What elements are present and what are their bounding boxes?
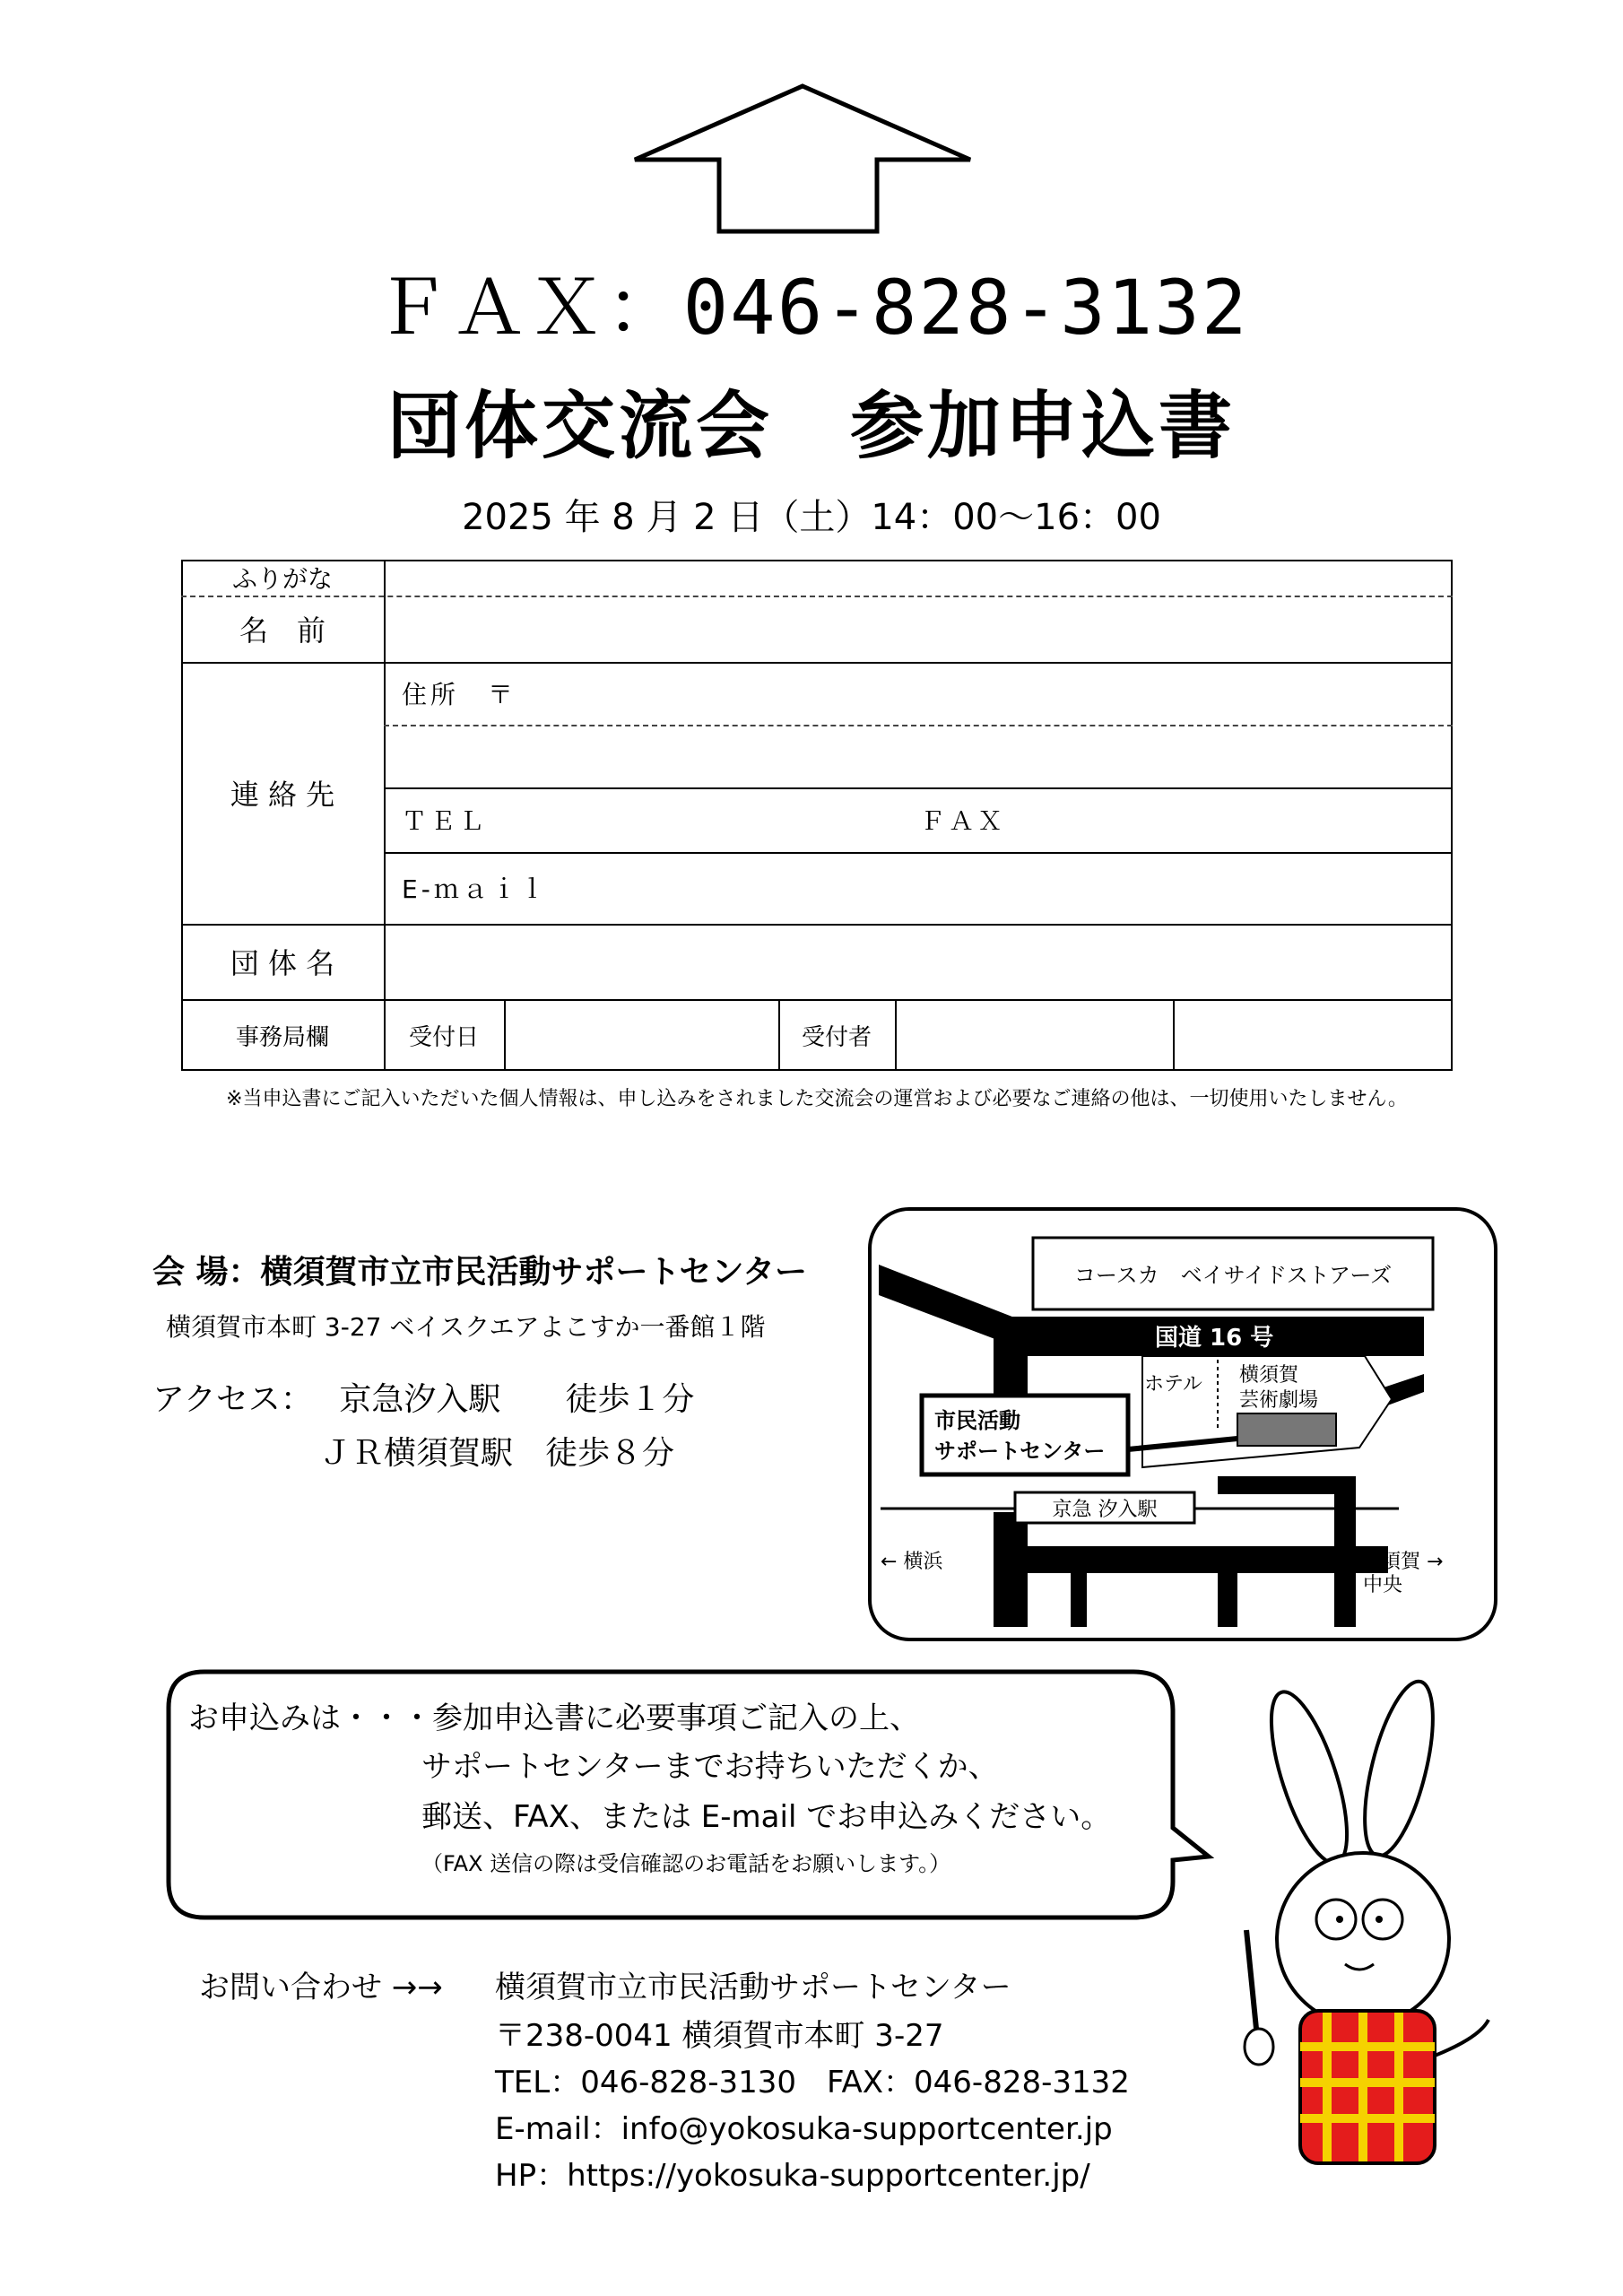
map-right-destination-2: 中央 <box>1363 1574 1403 1596</box>
name-field[interactable] <box>386 596 1451 662</box>
map-drawing <box>868 1207 1497 1641</box>
address-field-line2[interactable] <box>386 725 1451 787</box>
inquiry-address: 〒238-0041 横須賀市本町 3-27 <box>495 2018 944 2054</box>
event-datetime: 2025 年 8 月 2 日（土）14：00～16：00 <box>462 497 1161 538</box>
bubble-line-1: お申込みは・・・参加申込書に必要事項ご記入の上、 <box>188 1700 920 1736</box>
inquiry-phones: TEL：046-828-3130 FAX：046-828-3132 <box>495 2065 1130 2100</box>
address-field[interactable]: 住所 〒 <box>402 680 517 709</box>
group-name-field[interactable] <box>386 924 1451 999</box>
rabbit-mascot-icon <box>1219 1679 1506 2181</box>
map-road-right-mid <box>1218 1476 1356 1494</box>
map-road-label: 国道 16 号 <box>1155 1325 1274 1352</box>
privacy-note: ※当申込書にご記入いただいた個人情報は、申し込みをされました交流会の運営および必要なご連絡の他は、一切使用いたしません。 <box>226 1088 1408 1110</box>
access-label: アクセス： <box>152 1381 313 1418</box>
received-date-label: 受付日 <box>408 1023 479 1051</box>
up-arrow-icon <box>628 83 977 237</box>
inquiry-label: お問い合わせ →→ <box>199 1970 443 2005</box>
receiver-field[interactable] <box>897 999 1173 1071</box>
contact-label: 連 絡 先 <box>230 778 335 812</box>
furigana-label: ふりがな <box>231 564 333 594</box>
tel-field[interactable]: ＴＥＬ <box>402 806 489 836</box>
name-label: 名 前 <box>239 613 325 648</box>
receiver-label: 受付者 <box>801 1023 872 1051</box>
map-road-lower-right <box>1218 1559 1237 1627</box>
map-store-label: コースカ ベイサイドストアーズ <box>1073 1263 1393 1288</box>
venue-label: 会 場：横須賀市立市民活動サポートセンター <box>152 1254 808 1291</box>
map-road-lower-far <box>1334 1476 1356 1627</box>
map-center-label-1: 市民活動 <box>934 1408 1020 1433</box>
map-center-label-2: サポートセンター <box>934 1439 1106 1464</box>
application-form <box>181 560 1453 1071</box>
fax-heading: ＦＡＸ：046-828-3132 <box>374 264 1249 352</box>
bubble-line-2: サポートセンターまでお持ちいただくか、 <box>421 1749 999 1785</box>
office-extra-field[interactable] <box>1175 999 1451 1071</box>
fax-field[interactable]: ＦＡＸ <box>920 806 1007 836</box>
received-date-field[interactable] <box>506 999 778 1071</box>
map-theater-hatch <box>1237 1413 1336 1446</box>
map-right-destination-1: 横須賀 → <box>1361 1551 1444 1573</box>
map-theater-label-2: 芸術劇場 <box>1239 1389 1319 1412</box>
map-theater-label-1: 横須賀 <box>1239 1364 1299 1387</box>
access-keikyu: 京急汐入駅 徒歩１分 <box>339 1381 695 1418</box>
access-info <box>152 1374 694 1420</box>
inquiry-hp[interactable]: HP：https://yokosuka-supportcenter.jp/ <box>495 2158 1090 2194</box>
map-hotel-label: ホテル <box>1144 1373 1202 1396</box>
inquiry-email[interactable]: E-mail：info@yokosuka-supportcenter.jp <box>495 2111 1113 2147</box>
bubble-line-3: 郵送、FAX、または E-mail でお申込みください。 <box>421 1799 1112 1835</box>
map-road-lower-mid <box>1071 1559 1087 1627</box>
map-left-destination: ← 横浜 <box>881 1551 943 1573</box>
bubble-note: （FAX 送信の際は受信確認のお電話をお願いします。） <box>421 1851 951 1876</box>
map-road-bottom <box>994 1546 1388 1573</box>
form-title: 団体交流会 参加申込書 <box>386 384 1236 469</box>
access-jr: ＪＲ横須賀駅 徒歩８分 <box>319 1435 675 1472</box>
map-station-label: 京急 汐入駅 <box>1052 1499 1158 1521</box>
office-use-label: 事務局欄 <box>235 1023 329 1051</box>
group-name-label: 団 体 名 <box>230 946 335 980</box>
furigana-field[interactable] <box>386 560 1451 596</box>
email-field[interactable]: E-ｍａｉｌ <box>402 874 549 904</box>
inquiry-org: 横須賀市立市民活動サポートセンター <box>495 1970 1011 2005</box>
venue-address: 横須賀市本町 3-27 ベイスクエアよこすか一番館１階 <box>166 1312 766 1342</box>
